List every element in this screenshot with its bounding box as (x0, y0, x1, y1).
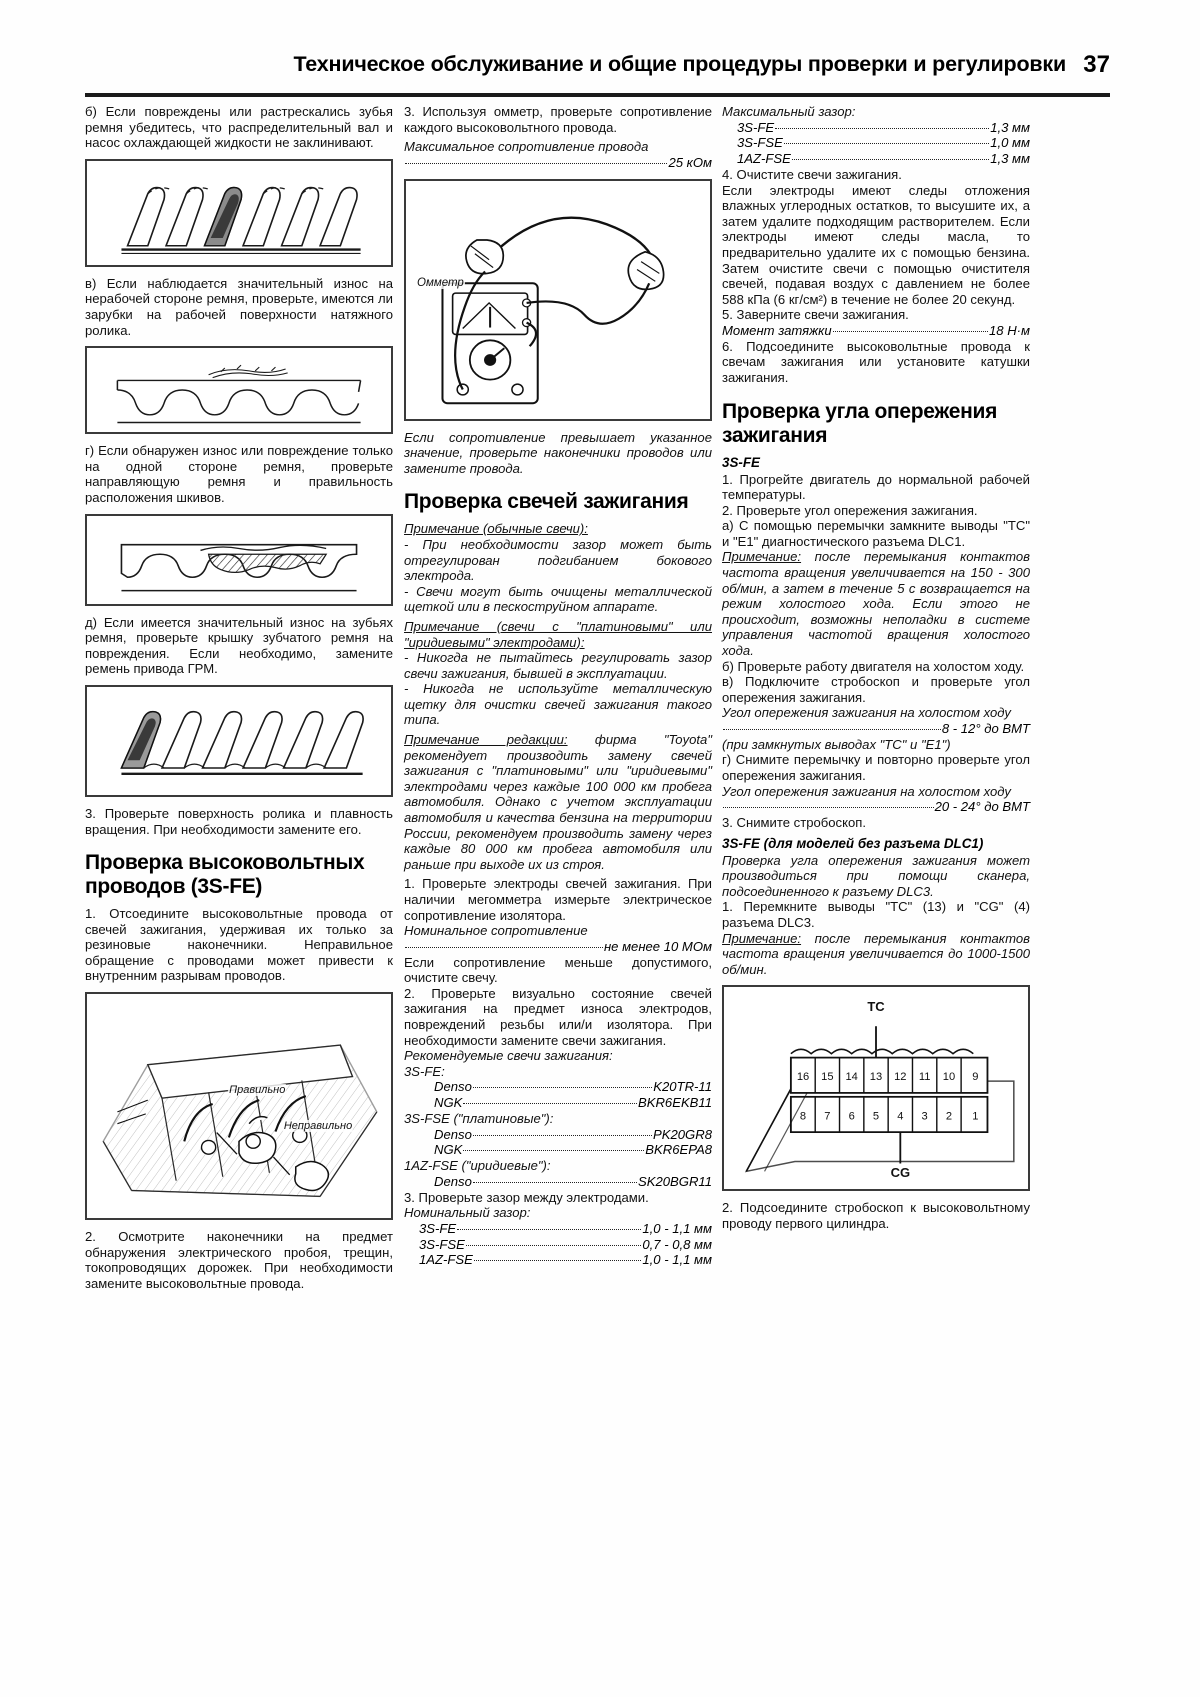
leader-dots (474, 1260, 642, 1261)
paragraph-dlc-1: 1. Перемкните выводы "TC" (13) и "CG" (4) разъема DLC3. (722, 899, 1030, 930)
svg-text:11: 11 (918, 1071, 931, 1084)
paragraph-hv-2: 2. Осмотрите наконечники на предмет обнаружения электрического пробоя, трещин, токопроводящих дорожек. При необходимости замените высоковольтные провода. (85, 1229, 393, 1291)
paragraph-timing-2b: б) Проверьте работу двигателя на холостом ходу. (722, 658, 1025, 674)
figure-ohmmeter-test (404, 179, 712, 421)
plug-brand: Denso (434, 1079, 472, 1095)
leader-dots (723, 807, 934, 808)
gap-value: 1,0 - 1,1 мм (642, 1252, 712, 1268)
svg-text:9: 9 (972, 1071, 979, 1084)
spec-torque-name: Момент затяжки (722, 322, 832, 338)
svg-text:6: 6 (848, 1110, 855, 1123)
subheading-3sfe-no-dlc1: 3S-FE (для моделей без разъема DLC1) (722, 835, 984, 851)
plug-part-number: BKR6EKB11 (638, 1095, 712, 1111)
note-dlc3-body: после перемыкания контактов частота вращения увеличивается до 1000-1500 об/мин. (722, 930, 1030, 977)
figure-dlc3-connector (722, 985, 1030, 1191)
figure-belt-backside-wear (85, 346, 393, 434)
spec-timing-1-name: Угол опережения зажигания на холостом ходу (722, 705, 1011, 721)
paragraph-g: г) Если обнаружен износ или повреждение только на одной стороне ремня, проверьте направляющую ремня и правильность расположения шкивов. (85, 443, 393, 505)
plug-row (434, 1142, 712, 1158)
paragraph-step-5: 5. Заверните свечи зажигания. (722, 307, 909, 323)
plug-part-number: BKR6EPA8 (645, 1142, 712, 1158)
plug-row (434, 1127, 712, 1143)
svg-text:12: 12 (894, 1071, 907, 1084)
spec-max-resistance-row (404, 155, 712, 171)
leader-dots (473, 1135, 652, 1136)
leader-dots (723, 729, 941, 730)
spec-max-resistance-name: Максимальное сопротивление провода (404, 139, 649, 155)
gap-engine: 3S-FSE (419, 1236, 465, 1252)
paragraph-timing-1: 1. Прогрейте двигатель до нормальной рабочей температуры. (722, 471, 1030, 503)
spec-torque-value: 18 Н·м (989, 322, 1030, 338)
paragraph-v: в) Если наблюдается значительный износ на нерабочей стороне ремня, проверьте, имеются ли зарубки на рабочей поверхности натяжного ролика. (85, 275, 393, 338)
svg-text:10: 10 (942, 1071, 956, 1084)
note-dlc3-title: Примечание: (722, 930, 802, 946)
note-dlc1-block (722, 549, 1030, 658)
paragraph-timing-3: 3. Снимите стробоскоп. (722, 814, 866, 830)
note3-body: фирма "Toyota" рекомендует производить замену свечей зажигания с "платиновыми" или "иридиевыми" электродами через каждые 100 000 км пробега автомобиля. Однако с учетом эксплуатации автомобиля и качества бензина на территории России, рекомендуем производить замену через каждые 80 000 км пробега автомобиля или раньше при выходе их из строя. (404, 732, 712, 872)
spec-timing-1-row (722, 721, 1030, 737)
leader-dots (784, 143, 989, 144)
paragraph-plug-3: 3. Проверьте зазор между электродами. (404, 1189, 649, 1205)
leader-dots (792, 159, 989, 160)
middle-column (404, 104, 712, 1268)
plug-row (434, 1079, 712, 1095)
svg-text:14: 14 (845, 1071, 858, 1084)
figure-label-correct: Правильно (229, 1083, 286, 1096)
plug-brand: Denso (434, 1126, 472, 1142)
paragraph-d: д) Если имеется значительный износ на зубьях ремня, проверьте крышку зубчатого ремня на повреждения. Если необходимо, замените ремень привода ГРМ. (85, 614, 393, 677)
leader-dots (457, 1229, 641, 1230)
figure-belt-tooth-wear (85, 685, 393, 797)
heading-ignition-timing-check: Проверка угла опережения зажигания (722, 399, 998, 447)
svg-text:7: 7 (824, 1110, 831, 1123)
paragraph-3-roller: 3. Проверьте поверхность ролика и плавность вращения. При необходимости замените его. (85, 805, 393, 837)
page-title: Техническое обслуживание и общие процедуры проверки и регулировки (293, 52, 1066, 76)
paragraph-dlc-2: 2. Подсоедините стробоскоп к высоковольтному проводу первого цилиндра. (722, 1200, 1030, 1231)
leader-dots (473, 1182, 637, 1183)
spec-timing-2-name: Угол опережения зажигания на холостом ходу (722, 783, 1011, 799)
gap-max-row (737, 135, 1030, 151)
note3-block (404, 732, 712, 872)
leader-dots (466, 1245, 642, 1246)
svg-text:5: 5 (872, 1110, 880, 1123)
gap-engine: 3S-FSE (737, 135, 783, 151)
plug-group-engine: 3S-FE: (404, 1063, 445, 1079)
paragraph-plug-1: 1. Проверьте электроды свечей зажигания. При наличии мегомметра измерьте электрическое сопротивление изолятора. (404, 876, 712, 923)
gap-max-title: Максимальный зазор: (722, 104, 856, 119)
paragraph-step-4-body: Если электроды имеют следы отложения влажных углеродных остатков, то высушите их, а затем удалите подходящим растворителем. Если электроды имеют следы масла, то предварительно удалите их с помощью бензина. Затем очистите свечи с помощью очистителя свечей, подавая воздух с давлением не более 588 кПа (6 кг/см²) в течение не более 20 секунд. (722, 182, 1030, 307)
spec-nominal-resistance-value: не менее 10 МОм (603, 938, 712, 954)
note-dlc3-block (722, 931, 1030, 978)
leader-dots (473, 1087, 652, 1088)
gap-value: 1,3 мм (990, 119, 1030, 135)
paragraph-hv-1: 1. Отсоедините высоковольтные провода от свечей зажигания, удерживая их только за резиновые наконечники. Неправильное обращение с проводами может привести к внутренним разрывам проводов. (85, 906, 393, 984)
svg-text:15: 15 (821, 1071, 834, 1084)
leader-dots (775, 128, 989, 129)
plug-row (434, 1095, 712, 1111)
figure-label-tc: TC (867, 999, 885, 1015)
header-rule (85, 93, 1110, 97)
figure-label-cg: CG (890, 1165, 911, 1181)
leader-dots (463, 1150, 644, 1151)
svg-text:4: 4 (897, 1110, 904, 1123)
note2-item-1: - Никогда не используйте металлическую щетку для очистки свечей зажигания такого типа. (404, 681, 712, 728)
gap-engine: 1AZ-FSE (737, 151, 791, 167)
note2-title: Примечание (свечи с "платиновыми" или "иридиевыми" электродами): (404, 618, 712, 650)
gap-engine: 1AZ-FSE (419, 1252, 473, 1268)
plug-group-engine: 3S-FSE ("платиновые"): (404, 1110, 554, 1126)
svg-text:13: 13 (869, 1071, 883, 1084)
subheading-3sfe: 3S-FE (722, 454, 760, 470)
plug-brand: Denso (434, 1173, 472, 1189)
figure-hv-wire-removal (85, 992, 393, 1220)
gap-nominal-row (419, 1252, 712, 1268)
gap-engine: 3S-FE (419, 1220, 457, 1236)
figure-belt-teeth-damage (85, 159, 393, 267)
gap-nominal-row (419, 1237, 712, 1253)
figure-belt-one-side-wear (85, 514, 393, 606)
plug-part-number: K20TR-11 (653, 1079, 712, 1095)
note-dlc1-body: после перемыкания контактов частота вращения увеличивается на 150 - 300 об/мин, а затем в течение 5 с возвращается на режим холостого хода. Если этого не происходит, возможны неполадки в системе управления частотой вращения холостого хода. (722, 549, 1030, 659)
plug-group-engine: 1AZ-FSE ("иридиевые"): (404, 1158, 551, 1174)
figure-label-incorrect: Неправильно (283, 1119, 353, 1132)
leader-dots (405, 947, 603, 948)
spec-timing-1-condition: (при замкнутых выводах "TC" и "E1") (722, 736, 951, 752)
heading-hv-wire-check: Проверка высоковольтных проводов (3S-FE) (85, 851, 365, 899)
page-header (85, 52, 1110, 96)
leader-dots (833, 331, 988, 332)
paragraph-step-6: 6. Подсоедините высоковольтные провода к свечам зажигания или установите катушки зажигания. (722, 338, 1030, 385)
note1-item-1: - Свечи могут быть очищены металлической щеткой или в пескоструйном аппарате. (404, 583, 712, 615)
page-number: 37 (1083, 51, 1110, 78)
leader-dots (405, 163, 667, 164)
svg-text:16: 16 (796, 1071, 810, 1084)
gap-engine: 3S-FE (737, 119, 775, 135)
svg-text:1: 1 (972, 1110, 979, 1123)
note3-title: Примечание редакции: (404, 732, 568, 748)
spec-timing-1-value: 8 - 12° до ВМТ (941, 721, 1030, 736)
paragraph-dlc-intro: Проверка угла опережения зажигания может производиться при помощи сканера, подсоединенного к разъему DLC3. (722, 852, 1030, 899)
paragraph-mid-3: 3. Используя омметр, проверьте сопротивление каждого высоковольтного провода. (404, 104, 712, 135)
spec-nominal-resistance-row (404, 939, 712, 955)
paragraph-timing-2a: а) С помощью перемычки замкните выводы "TC" и "E1" диагностического разъема DLC1. (722, 518, 1030, 549)
gap-max-row (737, 151, 1030, 167)
spec-timing-2-row (722, 799, 1030, 815)
paragraph-timing-2g: г) Снимите перемычку и повторно проверьте угол опережения зажигания. (722, 752, 1030, 783)
gap-value: 1,0 мм (990, 135, 1030, 151)
paragraph-timing-2: 2. Проверьте угол опережения зажигания. (722, 502, 978, 518)
right-column (722, 104, 1030, 1232)
plug-row (434, 1174, 712, 1190)
gap-nominal-row (419, 1221, 712, 1237)
gap-value: 0,7 - 0,8 мм (642, 1236, 712, 1252)
plug-part-number: PK20GR8 (653, 1126, 712, 1142)
recommended-plugs-title: Рекомендуемые свечи зажигания: (404, 1048, 613, 1064)
plug-brand: NGK (434, 1095, 463, 1111)
paragraph-resistance-note: Если сопротивление превышает указанное значение, проверьте наконечники проводов или замените провода. (404, 429, 712, 476)
paragraph-resistance-tail: Если сопротивление меньше допустимого, очистите свечу. (404, 954, 712, 986)
gap-value: 1,0 - 1,1 мм (642, 1220, 712, 1236)
note1-item-0: - При необходимости зазор может быть отрегулирован подгибанием бокового электрода. (404, 536, 712, 584)
svg-text:3: 3 (921, 1110, 928, 1123)
svg-text:2: 2 (945, 1110, 953, 1123)
paragraph-plug-2: 2. Проверьте визуально состояние свечей зажигания на предмет износа электродов, повреждений резьбы или/и изолятора. При необходимости замените свечи зажигания. (404, 985, 712, 1048)
paragraph-timing-2v: в) Подключите стробоскоп и проверьте угол опережения зажигания. (722, 674, 1030, 705)
svg-text:8: 8 (799, 1110, 807, 1123)
spec-max-resistance-value: 25 кОм (668, 154, 712, 170)
left-column (85, 104, 393, 1291)
gap-max-row (737, 120, 1030, 136)
figure-label-ohmmeter: Омметр (417, 276, 464, 289)
leader-dots (463, 1103, 637, 1104)
spec-timing-2-value: 20 - 24° до ВМТ (934, 799, 1030, 815)
note2-item-0: - Никогда не пытайтесь регулировать зазор свечи зажигания, бывшей в эксплуатации. (404, 650, 712, 681)
note1-title: Примечание (обычные свечи): (404, 521, 588, 537)
spec-torque-row (722, 323, 1030, 339)
spec-nominal-resistance-name: Номинальное сопротивление (404, 923, 588, 939)
plug-brand: NGK (434, 1142, 463, 1158)
paragraph-step-4: 4. Очистите свечи зажигания. (722, 166, 902, 182)
gap-value: 1,3 мм (990, 151, 1030, 167)
heading-spark-plug-check: Проверка свечей зажигания (404, 490, 689, 514)
plug-part-number: SK20BGR11 (638, 1173, 712, 1189)
paragraph-b: б) Если повреждены или растрескались зубья ремня убедитесь, что распределительный вал и насос охлаждающей жидкости не заклинивают. (85, 104, 393, 151)
gap-nominal-title: Номинальный зазор: (404, 1205, 531, 1221)
note-dlc1-title: Примечание: (722, 549, 802, 565)
